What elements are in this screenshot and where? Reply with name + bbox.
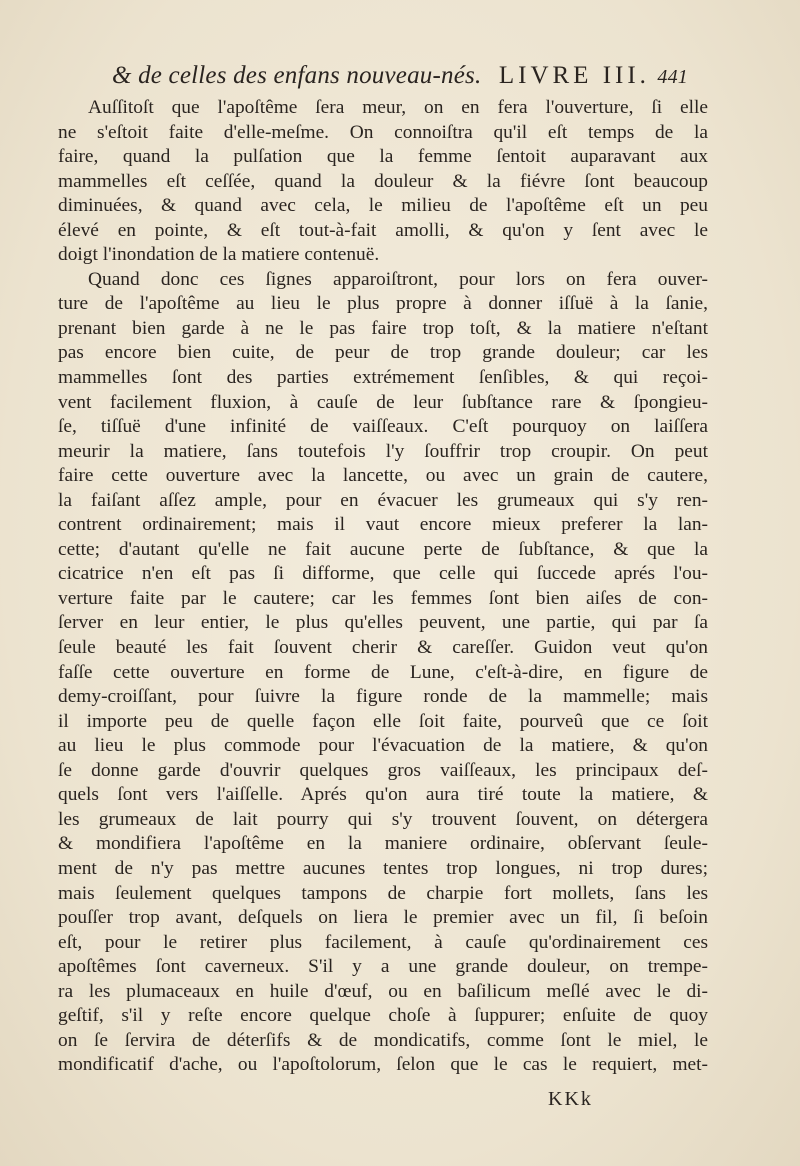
text-line: apoſtêmes ſont caverneux. S'il y a une grande douleur, on trempe-	[58, 956, 708, 978]
running-title: & de celles des enfans nouveau-nés.	[112, 62, 482, 89]
text-line: cette; d'autant qu'elle ne fait aucune perte de ſubſtance, & que la	[58, 538, 708, 560]
text-line: faire, quand la pulſation que la femme ſentoit auparavant aux	[58, 146, 708, 168]
body-text	[58, 96, 708, 1078]
text-line: ſe donne garde d'ouvrir quelques gros vaiſſeaux, les principaux deſ-	[58, 759, 708, 781]
text-line: ſeule beauté les fait ſouvent cherir & careſſer. Guidon veut qu'on	[58, 637, 708, 659]
text-line: pouſſer trop avant, deſquels on liera le premier avec un fil, ſi beſoin	[58, 907, 708, 929]
text-line: mais ſeulement quelques tampons de charpie fort mollets, ſans les	[58, 882, 708, 904]
text-line: ra les plumaceaux en huile d'œuf, ou en baſilicum meſlé avec le di-	[58, 980, 708, 1002]
text-line: prenant bien garde à ne le pas faire trop toſt, & la matiere n'eſtant	[58, 317, 708, 339]
text-line: contrent ordinairement; mais il vaut encore mieux preferer la lan-	[58, 514, 708, 536]
text-line: ſe, tiſſuë d'une infinité de vaiſſeaux. C'eſt pourquoy on laiſſera	[58, 416, 708, 438]
text-line: ſerver en leur entier, le plus qu'elles peuvent, une partie, qui par ſa	[58, 612, 708, 634]
page-number: 441	[657, 66, 688, 88]
text-line: faire cette ouverture avec la lancette, ou avec un grain de cautere,	[58, 465, 708, 487]
text-line: pas encore bien cuite, de peur de trop grande douleur; car les	[58, 342, 708, 364]
text-line: Auſſitoſt que l'apoſtême ſera meur, on en fera l'ouverture, ſi elle	[88, 97, 708, 118]
text-line: mammelles ſont des parties extrémement ſenſibles, & qui reçoi-	[58, 367, 708, 389]
text-line: & mondifiera l'apoſtême en la maniere ordinaire, obſervant ſeule-	[58, 833, 708, 855]
signature-mark: KKk	[548, 1088, 593, 1110]
text-line: meurir la matiere, ſans toutefois l'y ſouffrir trop croupir. On peut	[58, 440, 708, 462]
text-line: on ſe ſervira de déterſifs & de mondicatifs, comme ſont le miel, le	[58, 1029, 708, 1051]
text-line: au lieu le plus commode pour l'évacuation de la matiere, & qu'on	[58, 735, 708, 757]
text-line: les grumeaux de lait pourry qui s'y trouvent ſouvent, on détergera	[58, 808, 708, 830]
text-line: faſſe cette ouverture en forme de Lune, c'eſt-à-dire, en figure de	[58, 661, 708, 683]
text-line: geſtif, s'il y reſte encore quelque choſe à ſuppurer; enſuite de quoy	[58, 1005, 708, 1027]
page-header	[112, 62, 688, 90]
text-line: quels ſont vers l'aiſſelle. Aprés qu'on aura tiré toute la matiere, &	[58, 784, 708, 806]
text-line: il importe peu de quelle façon elle ſoit faite, pourveû que ce ſoit	[58, 710, 708, 732]
text-line: élevé en pointe, & eſt tout-à-fait amolli, & qu'on y ſent avec le	[58, 219, 708, 241]
text-line: Quand donc ces ſignes apparoiſtront, pour lors on fera ouver-	[88, 268, 708, 290]
text-line: ment de n'y pas mettre aucunes tentes trop longues, ni trop dures;	[58, 857, 708, 879]
text-line: eſt, pour le retirer plus facilement, à cauſe qu'ordinairement ces	[58, 931, 708, 953]
text-line: ture de l'apoſtême au lieu le plus propre à donner iſſuë à la ſanie,	[58, 293, 708, 315]
book-label: LIVRE III.	[498, 62, 650, 89]
text-line: doigt l'inondation de la matiere contenuë.	[58, 244, 380, 266]
text-line: demy-croiſſant, pour ſuivre la figure ronde de la mammelle; mais	[58, 686, 708, 708]
text-line: diminuées, & quand avec cela, le milieu de l'apoſtême eſt un peu	[58, 195, 708, 217]
text-line: mammelles eſt ceſſée, quand la douleur & la fiévre ſont beaucoup	[58, 170, 708, 192]
text-line: mondificatif d'ache, ou l'apoſtolorum, ſelon que le cas le requiert, met-	[58, 1054, 708, 1076]
text-line: vent facilement fluxion, à cauſe de leur ſubſtance rare & ſpongieu-	[58, 391, 708, 413]
text-line: la faiſant aſſez ample, pour en évacuer les grumeaux qui s'y ren-	[58, 489, 708, 511]
text-line: cicatrice n'en eſt pas ſi difforme, que celle qui ſuccede aprés l'ou-	[58, 563, 708, 585]
text-line: verture faite par le cautere; car les femmes ſont bien aiſes de con-	[58, 587, 708, 609]
text-line: ne s'eſtoit faite d'elle-meſme. On connoiſtra qu'il eſt temps de la	[58, 121, 708, 143]
